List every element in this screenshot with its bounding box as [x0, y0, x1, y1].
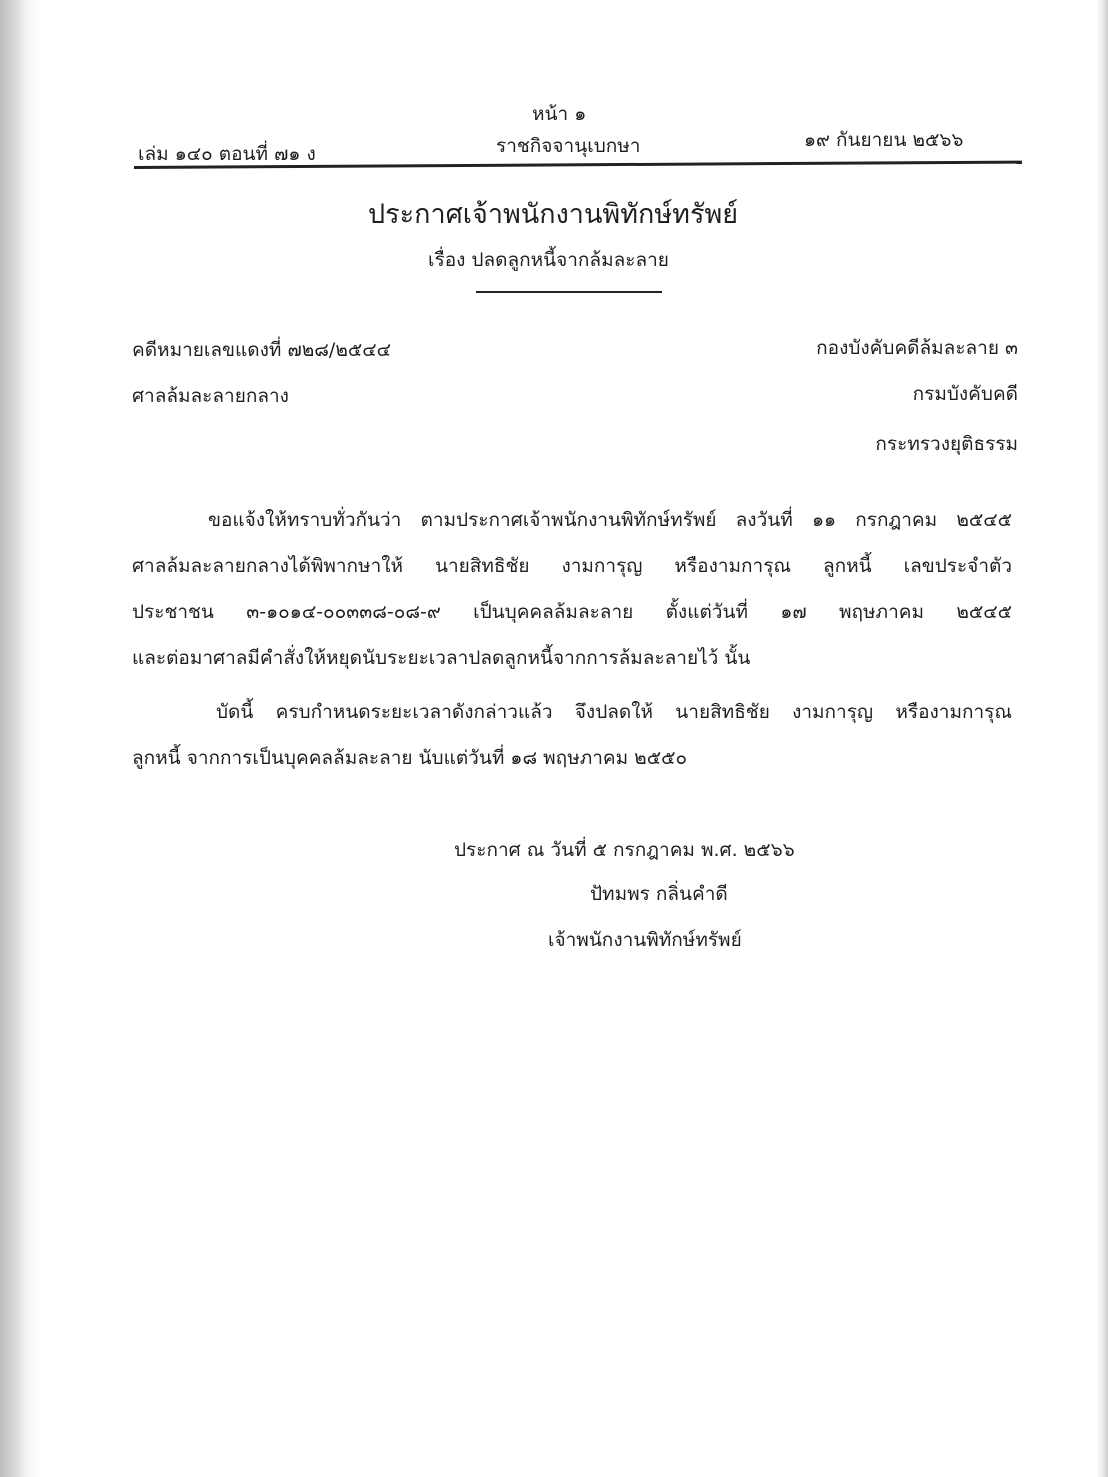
- announcement-date: ประกาศ ณ วันที่ ๕ กรกฎาคม พ.ศ. ๒๕๖๖: [454, 839, 795, 861]
- case-number: คดีหมายเลขแดงที่ ๗๒๘/๒๕๔๔: [132, 339, 391, 361]
- scan-edge-left: [0, 0, 40, 1477]
- body-paragraph-2: [132, 689, 1012, 781]
- scan-edge-right: [1096, 0, 1108, 1477]
- paragraph-line: และต่อมาศาลมีคำสั่งให้หยุดนับระยะเวลาปลดลูกหนี้จากการล้มละลายไว้ นั้น: [132, 647, 751, 669]
- body-paragraph-1: [132, 497, 1012, 681]
- paragraph-line: ขอแจ้งให้ทราบทั่วกันว่า ตามประกาศเจ้าพนักงานพิทักษ์ทรัพย์ ลงวันที่ ๑๑ กรกฎาคม ๒๕๔๕: [208, 509, 1012, 531]
- signatory-position: เจ้าพนักงานพิทักษ์ทรัพย์: [548, 929, 742, 951]
- announcement-subject: เรื่อง ปลดลูกหนี้จากล้มละลาย: [428, 249, 669, 271]
- title-underline: [476, 291, 662, 293]
- paragraph-line: ลูกหนี้ จากการเป็นบุคคลล้มละลาย นับแต่วันที่ ๑๘ พฤษภาคม ๒๕๕๐: [132, 747, 688, 769]
- announcement-title: ประกาศเจ้าพนักงานพิทักษ์ทรัพย์: [368, 199, 739, 230]
- gazette-name: ราชกิจจานุเบกษา: [496, 135, 641, 157]
- court-name: ศาลล้มละลายกลาง: [132, 385, 289, 407]
- gazette-date: ๑๙ กันยายน ๒๕๖๖: [804, 129, 964, 151]
- paragraph-line: บัดนี้ ครบกำหนดระยะเวลาดังกล่าวแล้ว จึงปลดให้ นายสิทธิชัย งามการุญ หรืองามการุณ: [216, 701, 1012, 723]
- paragraph-line: ประชาชน ๓-๑๐๑๔-๐๐๓๓๘-๐๘-๙ เป็นบุคคลล้มละลาย ตั้งแต่วันที่ ๑๗ พฤษภาคม ๒๕๔๕: [132, 601, 1012, 623]
- volume-info: เล่ม ๑๔๐ ตอนที่ ๗๑ ง: [138, 143, 316, 165]
- division-name: กองบังคับคดีล้มละลาย ๓: [816, 337, 1018, 359]
- department-name: กรมบังคับคดี: [912, 383, 1018, 405]
- ministry-name: กระทรวงยุติธรรม: [875, 433, 1018, 455]
- signatory-name: ปัทมพร กลิ่นคำดี: [590, 883, 728, 905]
- paragraph-line: ศาลล้มละลายกลางได้พิพากษาให้ นายสิทธิชัย งามการุญ หรืองามการุณ ลูกหนี้ เลขประจำตัว: [132, 555, 1012, 577]
- page-number: หน้า ๑: [532, 103, 587, 125]
